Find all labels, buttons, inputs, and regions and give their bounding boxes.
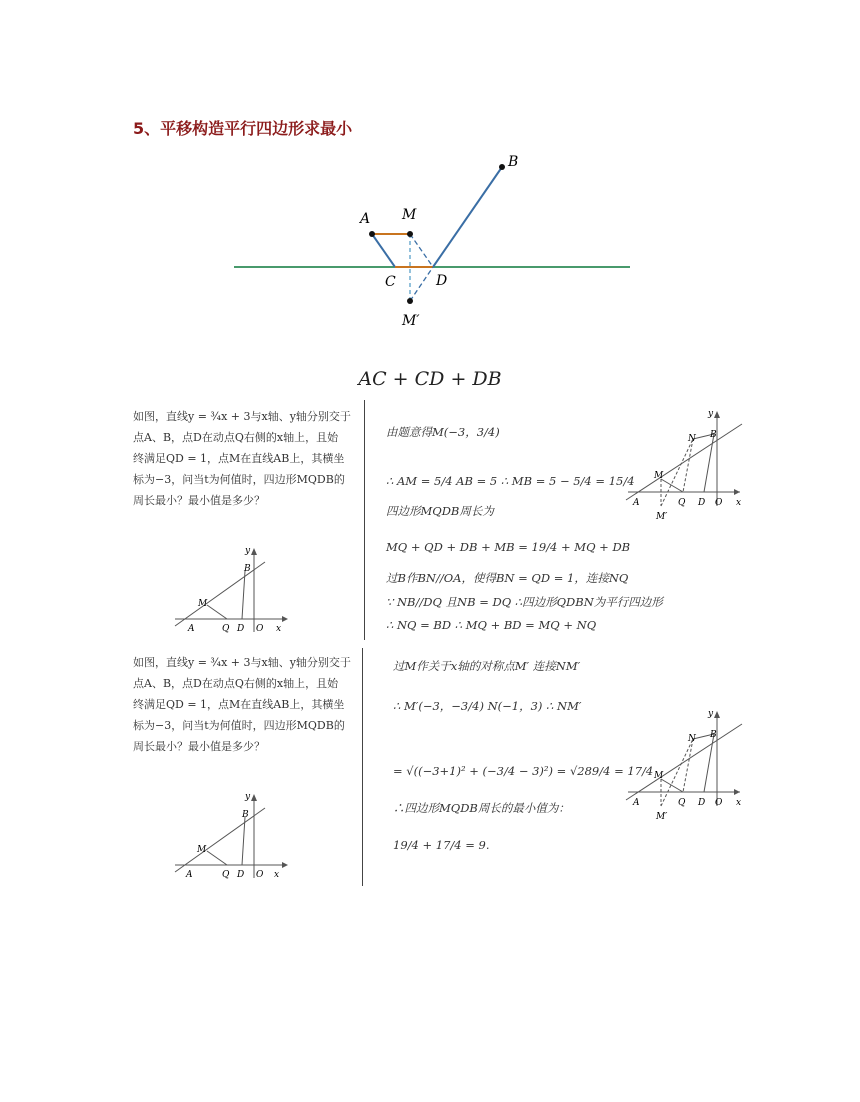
point-b bbox=[499, 164, 505, 170]
segment-db bbox=[433, 167, 502, 267]
solution-1-line-1: 由题意得M(−3，3/4) bbox=[386, 425, 500, 439]
segment-ac bbox=[372, 234, 395, 267]
problem-figure-2 bbox=[170, 790, 290, 880]
problem-figure-1 bbox=[170, 544, 290, 634]
problem-line: 点A、B，点D在动点Q右侧的x轴上，且始 bbox=[133, 431, 339, 444]
svg-text:A: A bbox=[188, 624, 195, 634]
svg-text:x: x bbox=[736, 498, 742, 508]
segment-m-prime-d bbox=[410, 267, 433, 301]
label-m-prime: M′ bbox=[402, 313, 420, 329]
svg-text:O: O bbox=[715, 798, 723, 808]
solution-2-line-2: ∴ M′(−3，−3/4) N(−1，3) ∴ NM′ bbox=[393, 699, 582, 713]
segment-md bbox=[410, 234, 433, 267]
problem-line: 标为−3，问当t为何值时，四边形MQDB的 bbox=[133, 719, 345, 732]
svg-text:M′: M′ bbox=[656, 512, 668, 522]
point-a bbox=[369, 231, 375, 237]
svg-text:D: D bbox=[237, 624, 245, 634]
svg-text:B: B bbox=[244, 564, 251, 574]
problem-statement-2 bbox=[133, 652, 358, 757]
label-d: D bbox=[436, 273, 448, 289]
svg-text:x: x bbox=[274, 870, 280, 880]
svg-text:B: B bbox=[242, 810, 249, 820]
column-divider-bottom bbox=[362, 648, 363, 886]
problem-line: 周长最小？最小值是多少？ bbox=[133, 740, 265, 753]
solution-1-line-7: ∴ NQ = BD ∴ MQ + BD = MQ + NQ bbox=[386, 618, 597, 632]
solution-1-line-5: 过B作BN//OA，使得BN = QD = 1，连接NQ bbox=[386, 571, 629, 585]
svg-text:B: B bbox=[710, 730, 717, 740]
label-m: M bbox=[402, 207, 417, 223]
svg-text:y: y bbox=[708, 709, 714, 719]
column-divider-top bbox=[364, 400, 365, 640]
svg-text:A: A bbox=[633, 798, 640, 808]
svg-text:M: M bbox=[198, 599, 208, 609]
svg-text:D: D bbox=[237, 870, 245, 880]
point-m bbox=[407, 231, 413, 237]
solution-2-line-1: 过M作关于x轴的对称点M′ 连接NM′ bbox=[393, 659, 581, 673]
problem-line: 标为−3，问当t为何值时，四边形MQDB的 bbox=[133, 473, 345, 486]
label-b: B bbox=[508, 154, 519, 170]
svg-text:y: y bbox=[245, 546, 251, 556]
problem-line: 终满足QD = 1，点M在直线AB上，其横坐 bbox=[133, 452, 345, 465]
solution-2-line-3: = √((−3+1)² + (−3/4 − 3)²) = √289/4 = 17/4 bbox=[393, 764, 654, 778]
path-formula: AC + CD + DB bbox=[358, 368, 502, 390]
solution-1-line-3: 四边形MQDB周长为 bbox=[386, 504, 494, 518]
svg-text:Q: Q bbox=[678, 798, 686, 808]
solution-2-line-5: 19/4 + 17/4 = 9. bbox=[393, 838, 490, 852]
solution-figure-2 bbox=[624, 706, 750, 822]
svg-text:A: A bbox=[633, 498, 640, 508]
svg-text:Q: Q bbox=[678, 498, 686, 508]
solution-figure-1 bbox=[624, 406, 750, 522]
svg-text:D: D bbox=[698, 798, 706, 808]
problem-line: 周长最小？最小值是多少？ bbox=[133, 494, 265, 507]
point-m-prime bbox=[407, 298, 413, 304]
svg-text:Q: Q bbox=[222, 624, 230, 634]
solution-1-line-2: ∴ AM = 5/4 AB = 5 ∴ MB = 5 − 5/4 = 15/4 bbox=[386, 474, 635, 488]
problem-line: 终满足QD = 1，点M在直线AB上，其横坐 bbox=[133, 698, 345, 711]
problem-line: 点A、B，点D在动点Q右侧的x轴上，且始 bbox=[133, 677, 339, 690]
svg-text:M: M bbox=[197, 845, 207, 855]
svg-text:O: O bbox=[715, 498, 723, 508]
svg-text:B: B bbox=[710, 430, 717, 440]
problem-line: 如图，直线y = ¾x + 3与x轴、y轴分别交于 bbox=[133, 410, 351, 423]
svg-text:O: O bbox=[256, 870, 264, 880]
solution-1-line-4: MQ + QD + DB + MB = 19/4 + MQ + DB bbox=[386, 540, 631, 554]
solution-2-line-4: ∴四边形MQDB周长的最小值为： bbox=[393, 801, 570, 815]
problem-line: 如图，直线y = ¾x + 3与x轴、y轴分别交于 bbox=[133, 656, 351, 669]
label-c: C bbox=[385, 274, 396, 290]
svg-text:y: y bbox=[245, 792, 251, 802]
problem-statement-1 bbox=[133, 406, 358, 511]
svg-text:N: N bbox=[688, 734, 696, 744]
section-heading: 5、平移构造平行四边形求最小 bbox=[133, 119, 353, 138]
label-a: A bbox=[360, 211, 371, 227]
svg-text:D: D bbox=[698, 498, 706, 508]
svg-text:O: O bbox=[256, 624, 264, 634]
svg-text:y: y bbox=[708, 409, 714, 419]
svg-text:M: M bbox=[654, 471, 664, 481]
svg-text:x: x bbox=[276, 624, 282, 634]
svg-text:M: M bbox=[654, 771, 664, 781]
svg-text:M′: M′ bbox=[656, 812, 668, 822]
translation-figure bbox=[230, 150, 640, 335]
svg-text:N: N bbox=[688, 434, 696, 444]
solution-1-line-6: ∵ NB//DQ 且NB = DQ ∴四边形QDBN为平行四边形 bbox=[386, 595, 663, 609]
svg-text:Q: Q bbox=[222, 870, 230, 880]
svg-text:A: A bbox=[186, 870, 193, 880]
svg-text:x: x bbox=[736, 798, 742, 808]
